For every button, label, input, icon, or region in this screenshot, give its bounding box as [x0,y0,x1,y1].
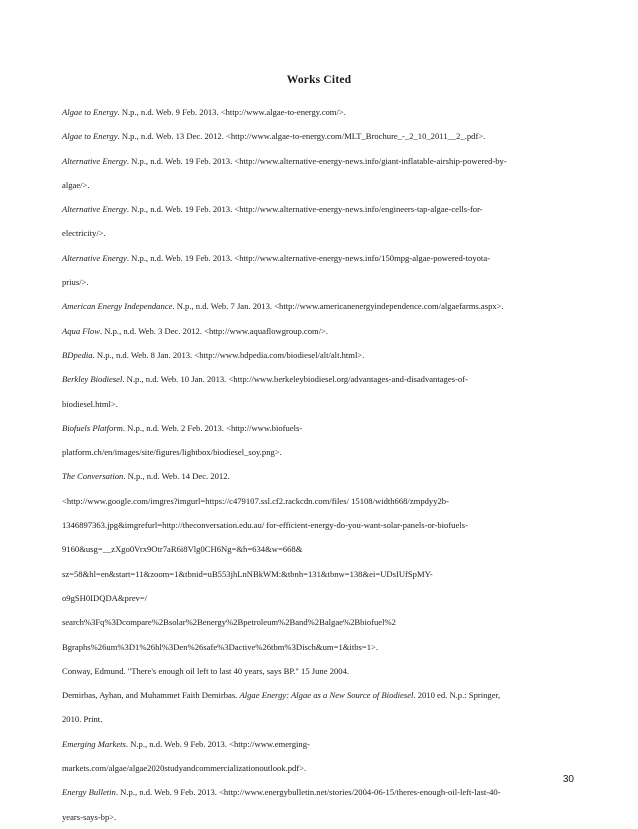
citation-text: 2010. Print. [62,714,103,725]
citation-entry [62,149,582,198]
citation-continuation-line [62,270,582,294]
citation-text: Bgraphs%26um%3D1%26hl%3Den%26safe%3Dactive%26tbm%3Disch&um=1&itbs=1>. [62,641,378,652]
citation-line [62,343,582,367]
citation-title: Alternative Energy [62,204,127,215]
citation-text: electricity/>. [62,228,106,239]
citation-text: . N.p., n.d. Web. 9 Feb. 2013. <http://www.emerging- [125,738,310,749]
citation-text: markets.com/algae/algae2020studyandcommercializationoutlook.pdf>. [62,763,307,774]
citation-line [62,294,582,318]
citation-title: Aqua Flow [62,325,100,336]
citation-line [62,149,582,173]
citation-title: BDpedia [62,349,93,360]
citation-line [62,416,582,440]
citation-continuation-line [62,513,582,537]
citation-continuation-line [62,489,582,513]
citation-title: Algae to Energy [62,107,118,117]
citation-title: Alternative Energy [62,252,127,263]
citation-text: Demirbas, Ayhan, and Muhammet Faith Demirbas. [62,690,240,701]
citation-text: 1346897363.jpg&imgrefurl=http://theconversation.edu.au/ for-efficient-energy-do-you-want-solar-panels-or-biofuels- [62,520,468,531]
citation-text: prius/>. [62,277,89,288]
citation-title: Berkley Biodiesel [62,374,123,385]
citation-continuation-line [62,562,582,586]
citation-line [62,100,582,124]
citation-entry [62,294,582,318]
citation-text: algae/>. [62,179,90,190]
citation-entry [62,246,582,295]
citation-text: Conway, Edmund. "There's enough oil left to last 40 years, says BP." 15 June 2004. [62,665,350,676]
citation-text: o9gSH0IDQDA&prev=/ [62,592,148,603]
citation-continuation-line [62,586,582,610]
page-number: 30 [562,774,574,785]
citation-entry [62,780,582,829]
citation-text: platform.ch/en/images/site/figures/lightbox/biodiesel_soy.png>. [62,447,282,458]
citation-text: . 2010 ed. N.p.: Springer, [413,690,501,701]
citation-text: sz=58&hl=en&start=11&zoom=1&tbnid=uB553jhLnNBkWM:&tbnh=131&tbnw=138&ei=UDsIUfSpMY- [62,568,433,579]
citation-continuation-line [62,221,582,245]
citation-text: . N.p., n.d. Web. 2 Feb. 2013. <http://www.biofuels- [122,422,303,433]
citation-text: . N.p., n.d. Web. 19 Feb. 2013. <http://www.alternative-energy-news.info/giant-inflatable-airship-powered-by- [126,155,507,166]
citation-text: . N.p., n.d. Web. 19 Feb. 2013. <http://www.alternative-energy-news.info/150mpg-algae-powered-toyota- [126,252,491,263]
citation-entry [62,343,582,367]
citation-text: search%3Fq%3Dcompare%2Bsolar%2Benergy%2Bpetroleum%2Band%2Balgae%2Bbiofuel%2 [62,617,396,628]
citation-continuation-line [62,173,582,197]
citation-text: . N.p., n.d. Web. 3 Dec. 2012. <http://www.aquaflowgroup.com/>. [99,325,329,336]
citation-line [62,780,582,804]
citation-text: . N.p., n.d. Web. 9 Feb. 2013. <http://www.energybulletin.net/stories/2004-06-15/theres-enough-oil-left-last-40- [115,787,501,798]
citation-entry [62,683,582,732]
citation-title: Biofuels Platform [62,422,123,433]
citation-text: . N.p., n.d. Web. 10 Jan. 2013. <http://www.berkeleybiodiesel.org/advantages-and-disadvantages-of- [122,374,468,385]
citation-title: American Energy Independance [62,301,173,312]
citation-text: <http://www.google.com/imgres?imgurl=https://c479107.ssl.cf2.rackcdn.com/files/ 15108/width668/zmpdyy2b- [62,495,449,506]
citation-line [62,464,582,488]
citation-continuation-line [62,635,582,659]
citation-text: biodiesel.html>. [62,398,118,409]
citation-text: 9160&usg=__zXgo0Vrx9Otr7aR6i8Vlg0CH6Ng=&h=634&w=668& [62,544,303,555]
citation-text: . N.p., n.d. Web. 19 Feb. 2013. <http://www.alternative-energy-news.info/engineers-tap-algae-cells-for- [126,204,483,215]
citation-continuation-line [62,610,582,634]
citation-entry [62,100,582,124]
citation-continuation-line [62,537,582,561]
citation-title: Emerging Markets [62,738,126,749]
citation-line [62,732,582,756]
citation-line [62,124,582,148]
citation-entry [62,464,582,658]
citation-entry [62,367,582,416]
citation-entry [62,659,582,683]
works-cited-heading: Works Cited [286,74,352,86]
citation-line [62,197,582,221]
citation-text: . N.p., n.d. Web. 9 Feb. 2013. <http://www.algae-to-energy.com/>. [117,107,346,117]
citation-title: Algae to Energy [62,131,118,142]
citation-continuation-line [62,756,582,780]
citation-continuation-line [62,440,582,464]
citation-entry [62,319,582,343]
citation-text: years-says-bp>. [62,811,117,822]
citation-title: The Conversation [62,471,124,482]
citation-continuation-line [62,805,582,829]
works-cited-list [62,100,582,829]
citation-line [62,367,582,391]
citation-text: . N.p., n.d. Web. 14 Dec. 2012. [123,471,230,482]
citation-line [62,319,582,343]
citation-title: Algae Energy: Algae as a New Source of Biodiesel [239,690,414,701]
citation-text: . N.p., n.d. Web. 8 Jan. 2013. <http://www.bdpedia.com/biodiesel/alt/alt.html>. [92,349,365,360]
citation-line [62,683,582,707]
citation-title: Alternative Energy [62,155,127,166]
citation-entry [62,732,582,781]
citation-text: . N.p., n.d. Web. 13 Dec. 2012. <http://www.algae-to-energy.com/MLT_Brochure_-_2_10_2011__2_.pdf>. [117,131,486,142]
citation-entry [62,124,582,148]
citation-line [62,659,582,683]
citation-entry [62,197,582,246]
citation-line [62,246,582,270]
citation-continuation-line [62,707,582,731]
citation-entry [62,416,582,465]
citation-title: Energy Bulletin [62,787,116,798]
citation-text: . N.p., n.d. Web. 7 Jan. 2013. <http://www.americanenergyindependence.com/algaefarms.aspx>. [172,301,504,312]
citation-continuation-line [62,392,582,416]
